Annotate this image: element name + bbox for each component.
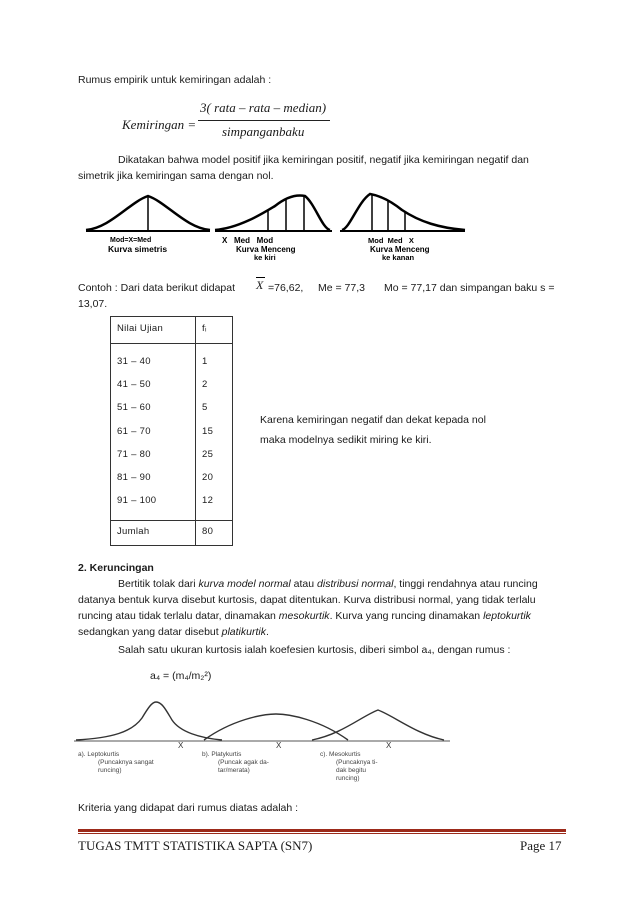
left-skew-curve xyxy=(215,195,332,262)
kurt-label: a). Leptokurtis xyxy=(78,751,120,758)
text-run: atau xyxy=(290,578,318,590)
paragraph-line: Dikatakan bahwa model positif jika kemiringan positif, negatif jika kemiringan negatif dan xyxy=(118,154,529,166)
text-run: sedangkan yang datar disebut xyxy=(78,626,222,638)
table-cell: 15 xyxy=(202,425,214,437)
kurt-label: b). Platykurtis xyxy=(202,751,242,758)
table-header-cell: Nilai Ujian xyxy=(111,317,196,344)
fraction-bar xyxy=(198,120,330,121)
axis-x-label: X xyxy=(386,741,392,750)
table-cell: 51 – 60 xyxy=(117,402,151,414)
mean-value: =76,62, xyxy=(268,282,304,294)
paragraph-line xyxy=(78,608,531,624)
axis-x-label: X xyxy=(276,741,282,750)
table-header-row xyxy=(111,317,233,344)
paragraph-line: Salah satu ukuran kurtosis ialah koefesien kurtosis, diberi simbol a₄, dengan rumus : xyxy=(118,644,511,656)
mode-value: Mo = 77,17 dan simpangan baku s = xyxy=(384,282,555,294)
symmetric-curve xyxy=(86,196,210,254)
skewness-curves-figure xyxy=(80,188,560,264)
median-value: Me = 77,3 xyxy=(318,282,365,294)
formula-numerator: 3( rata – rata – median) xyxy=(200,100,327,115)
text-run: kurva model normal xyxy=(198,578,291,590)
text-run: Bertitik tolak dari xyxy=(118,578,199,590)
text-run: runcing atau tidak terlalu datar, dinamakan xyxy=(78,610,279,622)
kurt-label: (Puncak agak da- xyxy=(218,759,269,766)
table-cell: 12 xyxy=(202,495,214,507)
axis-x-label: X xyxy=(178,741,184,750)
kurt-label: tar/merata) xyxy=(218,767,250,774)
mesokurtic-curve xyxy=(310,710,450,782)
table-total-row xyxy=(111,521,233,546)
text-run: . xyxy=(265,626,269,638)
left-skew-title-1: Kurva Menceng xyxy=(236,245,296,254)
section-heading: 2. Keruncingan xyxy=(78,562,154,574)
kurt-label: c). Mesokurtis xyxy=(320,751,361,758)
table-cell: 71 – 80 xyxy=(117,448,151,460)
kurt-label: runcing) xyxy=(336,775,360,782)
table-header-cell: fᵢ xyxy=(196,317,233,344)
criteria-text: Kriteria yang didapat dari rumus diatas adalah : xyxy=(78,802,299,814)
std-dev-value: 13,07. xyxy=(78,298,108,310)
formula-denominator: simpanganbaku xyxy=(222,124,305,139)
example-intro: Contoh : Dari data berikut didapat xyxy=(78,282,236,294)
text-run: leptokurtik xyxy=(483,610,531,622)
footer-title: TUGAS TMTT STATISTIKA SAPTA (SN7) xyxy=(78,838,313,853)
table-cell: 41 – 50 xyxy=(117,379,151,391)
right-skew-curve xyxy=(340,194,465,262)
table-cell: 2 xyxy=(202,379,208,391)
text-run: distribusi normal xyxy=(317,578,394,590)
left-skew-title-2: ke kiri xyxy=(254,253,276,262)
text-run: . Kurva yang runcing dinamakan xyxy=(329,610,484,622)
leptokurtic-curve xyxy=(74,702,228,774)
text-run: platikurtik xyxy=(221,626,266,638)
table-body-row xyxy=(111,344,233,521)
paragraph-line: datanya bentuk kurva disebut kurtosis, dapat ditentukan. Kurva distribusi normal, yang tidak terlalu xyxy=(78,594,536,606)
kurt-label: (Puncaknya sangat xyxy=(98,759,154,766)
paragraph-line xyxy=(118,576,538,592)
table-cell: 1 xyxy=(202,356,208,367)
page-number: Page 17 xyxy=(520,838,562,853)
intro-text: Rumus empirik untuk kemiringan adalah : xyxy=(78,74,272,86)
table-cell: 20 xyxy=(202,472,214,484)
table-cell: 5 xyxy=(202,402,208,414)
footer-rule xyxy=(78,829,566,832)
right-skew-title-2: ke kanan xyxy=(382,253,415,262)
footer-rule-thin xyxy=(78,833,566,834)
kurt-label: (Puncaknya ti- xyxy=(336,759,378,766)
kurtosis-curves-figure xyxy=(72,696,472,788)
table-cell: 61 – 70 xyxy=(117,425,151,437)
note-line: maka modelnya sedikit miring ke kiri. xyxy=(260,434,432,446)
text-run: mesokurtik xyxy=(278,610,330,622)
table-total-value: 80 xyxy=(196,521,233,546)
platykurtic-curve xyxy=(200,714,354,774)
table-class-column xyxy=(111,344,196,521)
table-frequency-column xyxy=(196,344,233,521)
paragraph-line: simetrik jika kemiringan sama dengan nol. xyxy=(78,170,274,182)
sym-label-1: Mod=X=Med xyxy=(110,237,152,244)
kurtosis-formula: a₄ = (m₄/m₂²) xyxy=(150,670,212,682)
sym-label-2: Kurva simetris xyxy=(108,244,168,254)
table-total-label: Jumlah xyxy=(111,521,196,546)
table-cell: 25 xyxy=(202,448,214,460)
note-line: Karena kemiringan negatif dan dekat kepada nol xyxy=(260,414,486,426)
left-skew-labels: X Med Mod xyxy=(222,236,274,245)
kurt-label: runcing) xyxy=(98,767,122,774)
table-cell: 81 – 90 xyxy=(117,472,151,484)
right-skew-title-1: Kurva Menceng xyxy=(370,245,430,254)
text-run: , tinggi rendahnya atau runcing xyxy=(393,578,538,590)
paragraph-line xyxy=(78,624,269,640)
right-skew-labels: Mod Med X xyxy=(368,236,414,245)
table-cell: 31 – 40 xyxy=(117,356,151,367)
table-cell: 91 – 100 xyxy=(117,495,157,507)
frequency-table xyxy=(110,316,233,546)
xbar-symbol: X xyxy=(256,278,264,292)
kurt-label: dak begitu xyxy=(336,767,366,774)
formula-lhs: Kemiringan = xyxy=(122,117,197,132)
